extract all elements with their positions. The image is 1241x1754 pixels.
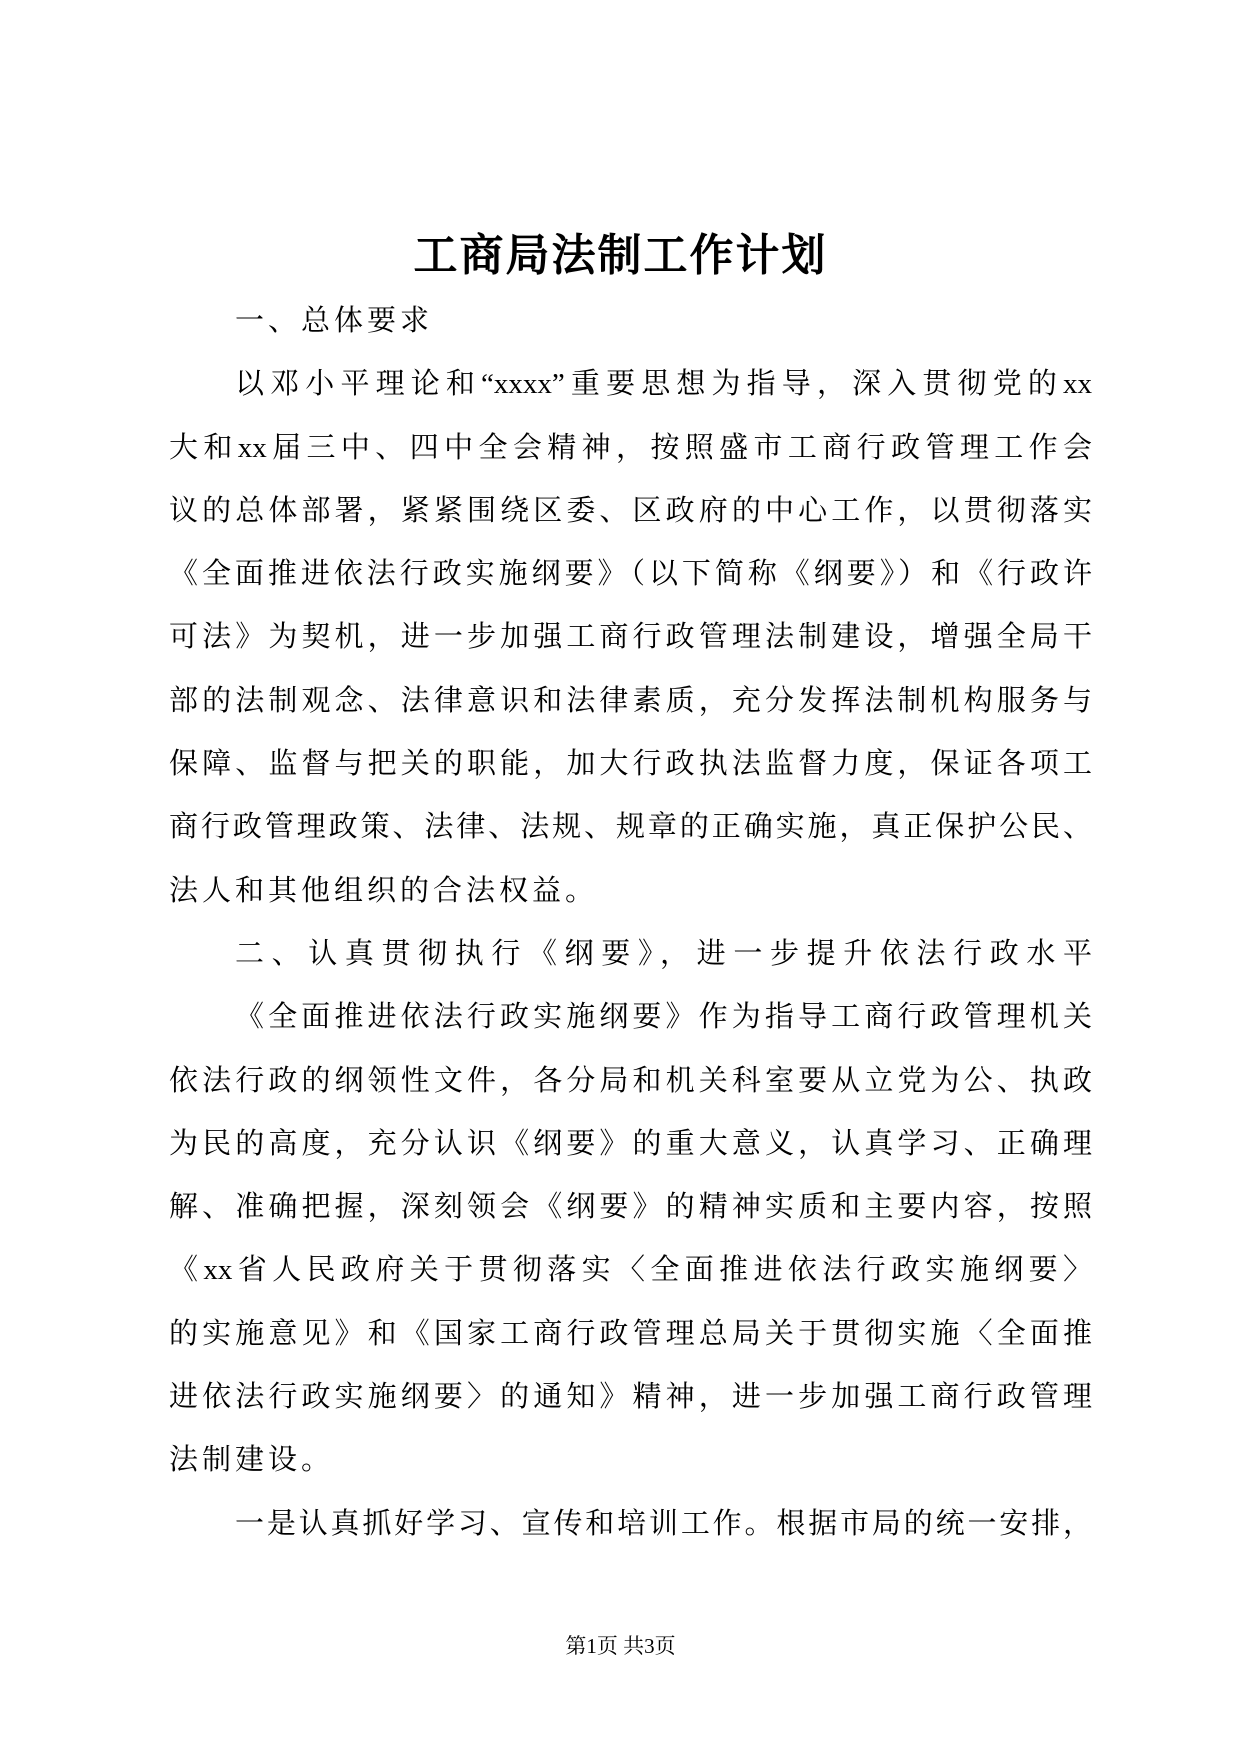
page-footer: 第1页 共3页 [565, 1634, 676, 1658]
text-line: 为民的高度，充分认识《纲要》的重大意义，认真学习、正确理 [169, 1127, 1092, 1160]
section-heading [169, 923, 1092, 986]
paragraph [169, 986, 1092, 1492]
text-line: 《全面推进依法行政实施纲要》作为指导工商行政管理机关 [235, 1001, 1092, 1034]
text-line: 一是认真抓好学习、宣传和培训工作。根据市局的统一安排， [235, 1507, 1092, 1540]
text-line: 进依法行政实施纲要〉的通知》精神，进一步加强工商行政管理 [169, 1381, 1092, 1414]
text-line: 以邓小平理论和“xxxx”重要思想为指导，深入贯彻党的xx [235, 368, 1092, 401]
text-line: 法人和其他组织的合法权益。 [169, 874, 599, 907]
text-line: 二、认真贯彻执行《纲要》，进一步提升依法行政水平 [235, 937, 1092, 970]
text-line: 法制建设。 [169, 1444, 335, 1477]
text-line: 可法》为契机，进一步加强工商行政管理法制建设，增强全局干 [169, 621, 1092, 654]
text-line: 解、准确把握，深刻领会《纲要》的精神实质和主要内容，按照 [169, 1191, 1092, 1224]
text-line: 部的法制观念、法律意识和法律素质，充分发挥法制机构服务与 [169, 684, 1092, 717]
text-line: 大和xx届三中、四中全会精神，按照盛市工商行政管理工作会 [169, 431, 1092, 464]
paragraph [169, 1493, 1092, 1556]
text-line: 保障、监督与把关的职能，加大行政执法监督力度，保证各项工 [169, 748, 1092, 781]
section-heading [169, 290, 1092, 353]
text-line: 的实施意见》和《国家工商行政管理总局关于贯彻实施〈全面推 [169, 1317, 1092, 1350]
text-line: 《xx省人民政府关于贯彻落实〈全面推进依法行政实施纲要〉 [169, 1254, 1092, 1287]
text-line: 一、总体要求 [235, 305, 434, 337]
document-body [169, 290, 1092, 1556]
paragraph [169, 353, 1092, 923]
text-line: 商行政管理政策、法律、法规、规章的正确实施，真正保护公民、 [169, 811, 1092, 844]
text-line: 《全面推进依法行政实施纲要》（以下简称《纲要》）和《行政许 [169, 558, 1092, 591]
text-line: 依法行政的纲领性文件，各分局和机关科室要从立党为公、执政 [169, 1064, 1092, 1097]
text-line: 议的总体部署，紧紧围绕区委、区政府的中心工作，以贯彻落实 [169, 494, 1092, 527]
document-title: 工商局法制工作计划 [413, 230, 828, 281]
